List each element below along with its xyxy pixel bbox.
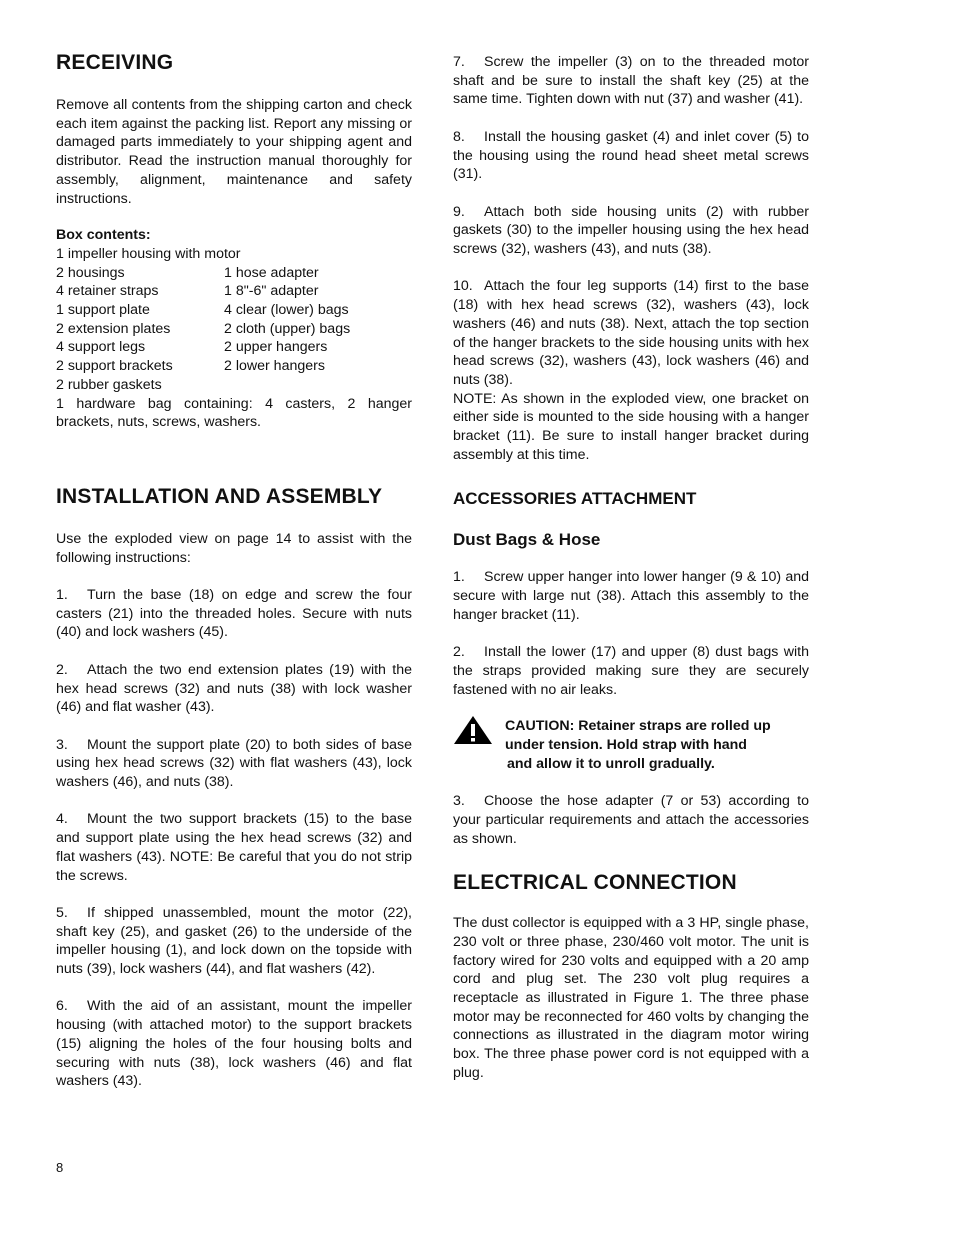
- step-3: [56, 736, 412, 792]
- receiving-intro: Remove all contents from the shipping carton and check each item against the packing list. Report any missing or damaged parts immediately to your shipping agent and distributor. Read the instruction manual thoroughly for assembly, alignment, maintenance and safety instructions.: [56, 97, 412, 207]
- caution-box: [453, 717, 809, 773]
- step-text: Attach the four leg supports (14) first to the base (18) with hex head screws (32), washers (43), lock washers (46) and nuts (38). Next, attach the top section of the hanger brackets to the side housing units with hex head screws (32), washers (43), lock washers (46) and nuts (38).: [453, 278, 809, 388]
- step-number: 2.: [56, 661, 68, 678]
- right-column: [453, 50, 809, 1083]
- step-number: 6.: [56, 998, 68, 1015]
- electrical-heading: ELECTRICAL CONNECTION: [453, 871, 737, 895]
- receiving-heading: RECEIVING: [56, 51, 174, 74]
- step-number: 7.: [453, 54, 465, 70]
- box-item: 4 clear (lower) bags: [224, 302, 349, 319]
- box-item: 2 lower hangers: [224, 358, 325, 375]
- acc-step-2: [453, 643, 809, 699]
- step-6: [56, 997, 412, 1091]
- box-item: 4 retainer straps: [56, 283, 159, 300]
- step-number: 1.: [453, 569, 465, 586]
- warning-triangle-icon: [453, 715, 493, 745]
- step-text: Screw upper hanger into lower hanger (9 & 10) and secure with large nut (38). Attach this assembly to the hanger bracket (11).: [453, 569, 809, 623]
- box-item: 1 8"-6" adapter: [224, 283, 319, 300]
- box-item: 1 support plate: [56, 302, 150, 319]
- step-2: [56, 661, 412, 717]
- step-text: Install the lower (17) and upper (8) dust bags with the straps provided making sure they are securely fastened with no air leaks.: [453, 644, 809, 698]
- step-text: Screw the impeller (3) on to the threaded motor shaft and be sure to install the shaft key (25) at the same time. Tighten down with nut (37) and washer (41).: [453, 54, 809, 108]
- box-item: 1 hose adapter: [224, 264, 319, 281]
- step-text: Attach the two end extension plates (19) with the hex head screws (32) and nuts (38) with lock washer (46) and flat washer (43).: [56, 661, 412, 716]
- page-number: 8: [56, 1160, 64, 1175]
- box-contents: [56, 226, 412, 432]
- step-10: [453, 277, 809, 389]
- caution-line: and allow it to unroll gradually.: [507, 755, 715, 772]
- step-7: [453, 53, 809, 109]
- box-item: 4 support legs: [56, 339, 146, 356]
- box-items-right: [224, 264, 412, 395]
- step-text: Attach both side housing units (2) with rubber gaskets (30) to the impeller housing using the hex head screws (32), washers (43), and nuts (38).: [453, 203, 809, 257]
- step-9: [453, 203, 809, 259]
- installation-intro: Use the exploded view on page 14 to assist with the following instructions:: [56, 530, 412, 566]
- step-number: 9.: [453, 203, 465, 220]
- step-number: 3.: [453, 793, 465, 810]
- accessories-heading: ACCESSORIES ATTACHMENT: [453, 489, 697, 509]
- step-text: Install the housing gasket (4) and inlet cover (5) to the housing using the round head sheet metal screws (31).: [453, 128, 809, 183]
- step-number: 5.: [56, 904, 68, 921]
- electrical-text: The dust collector is equipped with a 3 HP, single phase, 230 volt or three phase, 230/460 volt motor. The unit is factory wired for 230 volts and equipped with a 20 amp cord and plug set. The 230 volt plug requires a receptacle as illustrated in Figure 1. The three phase motor may be reconnected for 460 volts by changing the connections as illustrated in the diagram motor wiring box. The three phase power cord is not equipped with a plug.: [453, 915, 809, 1081]
- step-text: Turn the base (18) on edge and screw the four casters (21) into the threaded holes. Secure with nuts (40) and lock washers (45).: [56, 587, 412, 641]
- step-number: 3.: [56, 736, 68, 753]
- step-number: 1.: [56, 587, 68, 604]
- step-text: If shipped unassembled, mount the motor (22), shaft key (25), and gasket (26) to the underside of the impeller housing (1), and lock down on the topside with nuts (39), lock washers (44), and flat washers (42).: [56, 904, 412, 978]
- installation-heading: INSTALLATION AND ASSEMBLY: [56, 484, 383, 508]
- box-item-hardware: 1 hardware bag containing: 4 casters, 2 hanger brackets, nuts, screws, washers.: [56, 395, 412, 431]
- step-number: 2.: [453, 644, 465, 661]
- box-item: 2 extension plates: [56, 320, 171, 337]
- box-items-grid: [56, 264, 412, 395]
- box-item: 2 housings: [56, 264, 125, 281]
- installation-note: NOTE: As shown in the exploded view, one bracket on either side is mounted to the side housing with a hanger bracket (11). Be sure to install hanger bracket during assembly at this time.: [453, 390, 809, 463]
- step-5: [56, 904, 412, 979]
- box-item: 2 support brackets: [56, 358, 173, 375]
- step-number: 8.: [453, 128, 465, 145]
- left-column: [56, 50, 412, 1091]
- acc-step-1: [453, 568, 809, 624]
- accessories-subheading: Dust Bags & Hose: [453, 530, 601, 550]
- step-text: Choose the hose adapter (7 or 53) according to your particular requirements and attach the accessories as shown.: [453, 793, 809, 847]
- box-items-left: [56, 264, 224, 395]
- box-item-first: 1 impeller housing with motor: [56, 245, 241, 262]
- step-1: [56, 586, 412, 642]
- step-text: Mount the support plate (20) to both sides of base using hex head screws (32) with flat washers (43), lock washers (46), and nuts (38).: [56, 736, 412, 791]
- box-contents-label: Box contents:: [56, 227, 151, 244]
- step-4: [56, 810, 412, 885]
- step-number: 4.: [56, 811, 68, 828]
- step-text: Mount the two support brackets (15) to the base and support plate using the hex head screws (32) and flat washers (43). NOTE: Be careful that you do not strip the screws.: [56, 811, 412, 884]
- acc-step-3: [453, 792, 809, 848]
- step-text: With the aid of an assistant, mount the impeller housing (with attached motor) to the support brackets (15) aligning the holes of the four housing bolts and securing with nuts (38), lock washers (46) and flat washers (43).: [56, 998, 412, 1090]
- caution-line: under tension. Hold strap with hand: [505, 737, 747, 754]
- caution-line: CAUTION: Retainer straps are rolled up: [505, 718, 771, 735]
- caution-text: [505, 717, 771, 773]
- box-item: 2 cloth (upper) bags: [224, 320, 351, 337]
- step-8: [453, 128, 809, 184]
- box-item: 2 upper hangers: [224, 339, 328, 356]
- box-item: 2 rubber gaskets: [56, 376, 162, 393]
- step-number: 10.: [453, 278, 473, 295]
